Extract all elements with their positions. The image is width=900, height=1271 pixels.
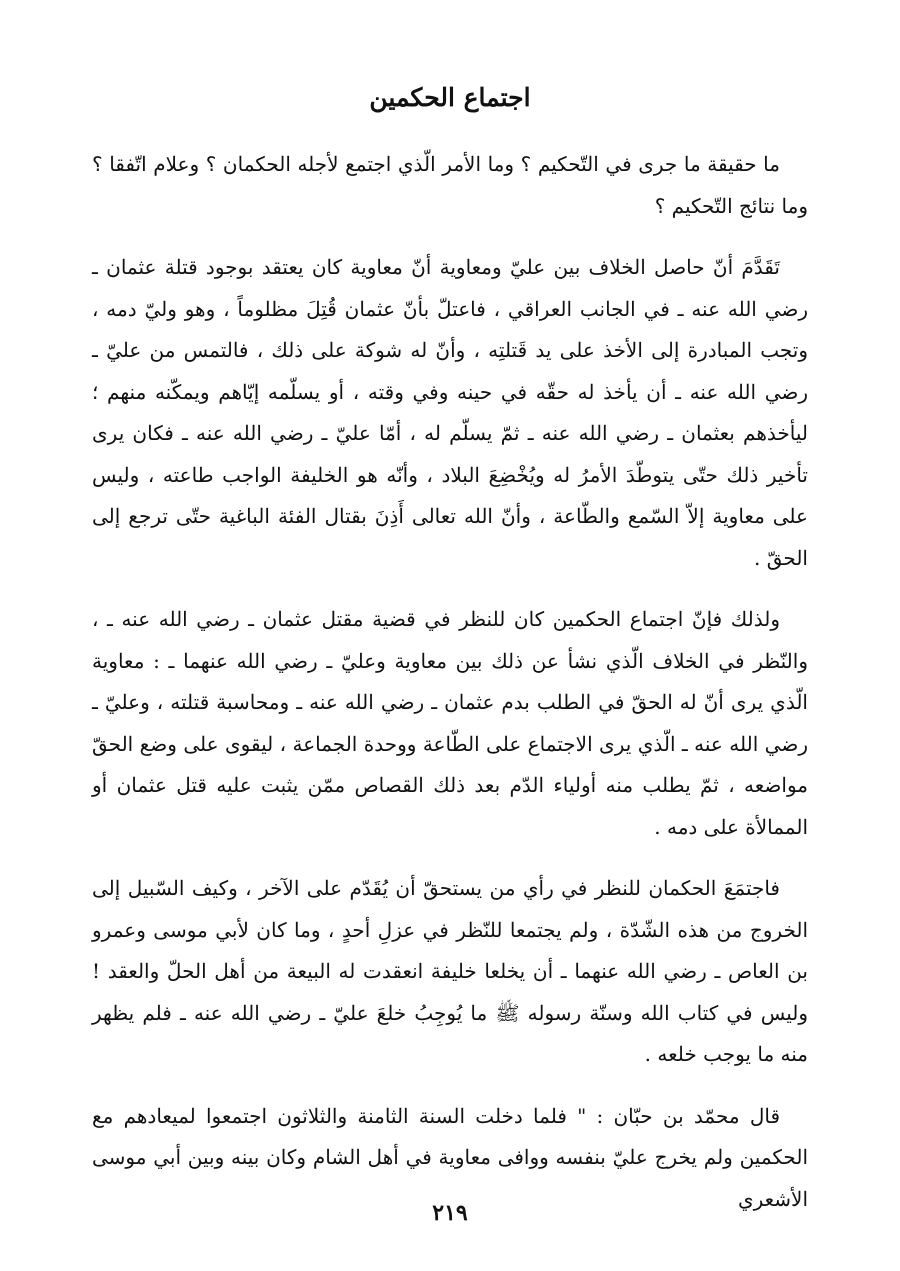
paragraph-background: تَقَدَّمَ أنّ حاصل الخلاف بين عليّ ومعاوية أنّ معاوية كان يعتقد بوجود قتلة عثمان ـ رضي الله عنه ـ في الجانب العراقي ، فاعتلّ بأنّ عثمان قُتِلَ مظلوماً ، وهو وليّ دمه ، وتجب المبادرة إلى الأخذ على يد قَتلتِه ، وأنّ له شوكة على ذلك ، فالتمس من عليّ ـ رضي الله عنه ـ أن يأخذ له حقّه في حينه وفي وقته ، أو يسلّمه إيّاهم ويمكّنه منهم ؛ ليأخذهم بعثمان ـ رضي الله عنه ـ ثمّ يسلّم له ، أمّا عليّ ـ رضي الله عنه ـ فكان يرى تأخير ذلك حتّى يتوطّدَ الأمرُ له ويُخْضِعَ البلاد ، وأنّه هو الخليفة الواجب طاعته ، وليس على معاوية إلاّ السّمع والطّاعة ، وأنّ الله تعالى أَذِنَ بقتال الفئة الباغية حتّى ترجع إلى الحقّ . xyxy=(92,255,809,570)
paragraph-meeting: فاجتمَعَ الحكمان للنظر في رأي من يستحقّ أن يُقَدّم على الآخر ، وكيف السّبيل إلى الخروج من هذه الشّدّة ، ولم يجتمعا للنّظر في عزلِ أحدٍ ، وما كان لأبي موسى وعمرو بن العاص ـ رضي الله عنهما ـ أن يخلعا خليفة انعقدت له البيعة من أهل الحلّ والعقد ! وليس في كتاب الله وسنّة رسوله ﷺ ما يُوجِبُ خلعَ عليّ ـ رضي الله عنه ـ فلم يظهر منه ما يوجب خلعه . xyxy=(92,876,808,1066)
paragraph-purpose: ولذلك فإنّ اجتماع الحكمين كان للنظر في قضية مقتل عثمان ـ رضي الله عنه ـ ، والنّظر في الخلاف الّذي نشأ عن ذلك بين معاوية وعليّ ـ رضي الله عنهما ـ : معاوية الّذي يرى أنّ له الحقّ في الطلب بدم عثمان ـ رضي الله عنه ـ ومحاسبة قتلته ، وعليّ ـ رضي الله عنه ـ الّذي يرى الاجتماع على الطّاعة ووحدة الجماعة ، ليقوى على وضع الحقّ مواضعه ، ثمّ يطلب منه أولياء الدّم بعد ذلك القصاص ممّن يثبت عليه قتل عثمان أو الممالأة على دمه . xyxy=(92,607,808,839)
page-body xyxy=(92,70,808,1240)
page-number: ٢١٩ xyxy=(432,1200,468,1226)
paragraph-question: ما حقيقة ما جرى في التّحكيم ؟ وما الأمر الّذي اجتمع لأجله الحكمان ؟ وعلام اتّفقا ؟ وما نتائج التّحكيم ؟ xyxy=(92,152,808,218)
page-title: اجتماع الحكمين xyxy=(369,83,531,112)
paragraph-quote: قال محمّد بن حبّان : " فلما دخلت السنة الثامنة والثلاثون اجتمعوا لميعادهم مع الحكمين ولم يخرج عليّ بنفسه ووافى معاوية في أهل الشام وكان بينه وبين أبي موسى الأشعري xyxy=(92,1103,808,1211)
